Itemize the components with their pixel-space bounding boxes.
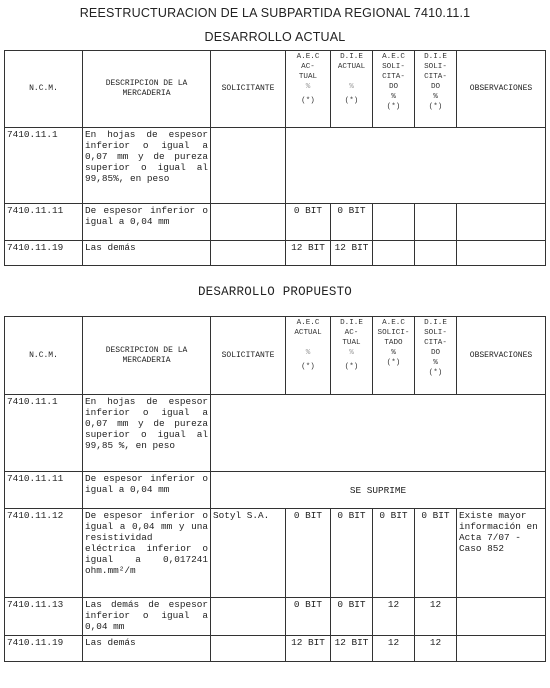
- header-ncm: N.C.M.: [5, 51, 83, 128]
- h-text: TUAL: [298, 73, 318, 81]
- h-text: CITA-: [424, 73, 447, 81]
- aec-solicitado-cell: [373, 204, 415, 241]
- h-text: SOLICI-: [377, 329, 410, 337]
- description-cell: De espesor inferior o igual a 0,04 mm: [83, 204, 211, 241]
- aec-actual-cell: [286, 128, 546, 204]
- die-solicitado-cell: 12: [415, 636, 457, 662]
- die-solicitado-cell: 12: [415, 598, 457, 636]
- description-cell: De espesor inferior o igual a 0,04 mm y una resistividad eléctrica inferior o igual a 0,017241 ohm.mm²/m: [83, 509, 211, 598]
- header-aec-actual: [286, 51, 331, 128]
- h-text: AC-: [301, 63, 315, 71]
- header-observaciones: OBSERVACIONES: [457, 51, 546, 128]
- description-cell: Las demás: [83, 241, 211, 266]
- h-text: A.E.C: [382, 53, 405, 61]
- description-cell: Las demás: [83, 636, 211, 662]
- h-text: (*): [386, 359, 401, 367]
- h-text: TUAL: [342, 339, 361, 347]
- header-solicitante: SOLICITANTE: [211, 51, 286, 128]
- h-text: %: [433, 359, 438, 367]
- header-desc-line2: MERCADERIA: [122, 355, 171, 365]
- header-row: [5, 317, 546, 395]
- h-text: (*): [344, 97, 359, 105]
- ncm-cell: 7410.11.1: [5, 395, 83, 472]
- aec-solicitado-cell: 0 BIT: [373, 509, 415, 598]
- description-cell: En hojas de espesor inferior o igual a 0,07 mm y de pureza superior o igual al 99,85 %, en peso: [83, 395, 211, 472]
- aec-solicitado-cell: [373, 241, 415, 266]
- h-text: %: [391, 349, 396, 357]
- header-aec-actual: [286, 317, 331, 395]
- h-text: (*): [301, 363, 315, 371]
- table-row: [5, 598, 546, 636]
- header-solicitante: SOLICITANTE: [211, 317, 286, 395]
- header-ncm: N.C.M.: [5, 317, 83, 395]
- observaciones-cell: [457, 241, 546, 266]
- h-text: CITA-: [382, 73, 405, 81]
- h-text: (*): [428, 103, 443, 111]
- solicitante-cell: Sotyl S.A.: [211, 509, 286, 598]
- header-die-actual: [331, 317, 373, 395]
- die-actual-cell: 0 BIT: [331, 204, 373, 241]
- table-row: [5, 395, 546, 472]
- die-actual-cell: 0 BIT: [331, 509, 373, 598]
- h-text: D.I.E: [424, 53, 447, 61]
- description-cell: Las demás de espesor inferior o igual a 0,04 mm: [83, 598, 211, 636]
- h-text: SOLI-: [424, 329, 447, 337]
- header-desc-line1: DESCRIPCION DE LA: [105, 79, 188, 88]
- h-text: DO: [430, 83, 441, 91]
- table-row: [5, 636, 546, 662]
- h-text: DO: [388, 83, 399, 91]
- header-desc-line1: DESCRIPCION DE LA: [105, 345, 188, 355]
- die-solicitado-cell: 0 BIT: [415, 509, 457, 598]
- aec-solicitado-cell: 12: [373, 598, 415, 636]
- ncm-cell: 7410.11.11: [5, 204, 83, 241]
- h-text: A.E.C: [296, 319, 320, 327]
- header-die-solicitado: [415, 51, 457, 128]
- table-row: [5, 204, 546, 241]
- section1-title: DESARROLLO ACTUAL: [204, 30, 346, 44]
- description-cell: En hojas de espesor inferior o igual a 0,07 mm y de pureza superior o igual al 99,85%, en peso: [83, 128, 211, 204]
- table-row: [5, 241, 546, 266]
- table-desarrollo-actual: [4, 50, 546, 266]
- observaciones-cell: [457, 636, 546, 662]
- ncm-cell: 7410.11.19: [5, 636, 83, 662]
- ncm-cell: 7410.11.19: [5, 241, 83, 266]
- h-text: ACTUAL: [294, 329, 322, 337]
- h-text: D.I.E: [424, 319, 447, 327]
- description-cell: De espesor inferior o igual a 0,04 mm: [83, 472, 211, 509]
- h-text: (*): [301, 97, 315, 105]
- header-descripcion: [83, 317, 211, 395]
- ncm-cell: 7410.11.13: [5, 598, 83, 636]
- h-text: A.E.C: [382, 319, 405, 327]
- h-text: (*): [344, 363, 359, 371]
- header-observaciones: OBSERVACIONES: [457, 317, 546, 395]
- header-descripcion: [83, 51, 211, 128]
- die-solicitado-cell: [415, 241, 457, 266]
- h-text: %: [305, 83, 311, 91]
- h-text: DO: [430, 349, 441, 357]
- ncm-cell: 7410.11.11: [5, 472, 83, 509]
- aec-actual-cell: 12 BIT: [286, 636, 331, 662]
- table-row: [5, 509, 546, 598]
- table-desarrollo-propuesto: [4, 316, 546, 662]
- h-text: SOLI-: [424, 63, 447, 71]
- die-actual-cell: 12 BIT: [331, 241, 373, 266]
- observaciones-cell: Existe mayor información en Acta 7/07 - Caso 852: [457, 509, 546, 598]
- solicitante-cell: [211, 128, 286, 204]
- aec-actual-cell: 0 BIT: [286, 598, 331, 636]
- observaciones-cell: [457, 204, 546, 241]
- empty-cell: [211, 395, 546, 472]
- table-row: [5, 472, 546, 509]
- h-text: %: [349, 83, 354, 91]
- die-actual-cell: 12 BIT: [331, 636, 373, 662]
- h-text: %: [305, 349, 311, 357]
- aec-actual-cell: 12 BIT: [286, 241, 331, 266]
- solicitante-cell: [211, 241, 286, 266]
- header-die-solicitado: [415, 317, 457, 395]
- header-aec-solicitado: [373, 51, 415, 128]
- ncm-cell: 7410.11.1: [5, 128, 83, 204]
- h-text: (*): [386, 103, 401, 111]
- h-text: %: [433, 93, 438, 101]
- solicitante-cell: [211, 636, 286, 662]
- h-text: A.E.C: [296, 53, 320, 61]
- aec-actual-cell: 0 BIT: [286, 509, 331, 598]
- h-text: SOLI-: [382, 63, 405, 71]
- se-suprime-cell: SE SUPRIME: [211, 472, 546, 509]
- h-text: TADO: [384, 339, 403, 347]
- die-actual-cell: 0 BIT: [331, 598, 373, 636]
- solicitante-cell: [211, 204, 286, 241]
- aec-actual-cell: 0 BIT: [286, 204, 331, 241]
- h-text: (*): [428, 369, 443, 377]
- h-text: ACTUAL: [337, 63, 366, 71]
- ncm-cell: 7410.11.12: [5, 509, 83, 598]
- header-die-actual: [331, 51, 373, 128]
- document-title: REESTRUCTURACION DE LA SUBPARTIDA REGIONAL 7410.11.1: [79, 6, 471, 20]
- h-text: CITA-: [424, 339, 447, 347]
- h-text: %: [391, 93, 396, 101]
- section2-title: DESARROLLO PROPUESTO: [197, 285, 353, 299]
- header-row: [5, 51, 546, 128]
- header-aec-solicitado: [373, 317, 415, 395]
- die-solicitado-cell: [415, 204, 457, 241]
- table-row: [5, 128, 546, 204]
- observaciones-cell: [457, 598, 546, 636]
- h-text: %: [349, 349, 354, 357]
- aec-solicitado-cell: 12: [373, 636, 415, 662]
- h-text: AC-: [344, 329, 359, 337]
- solicitante-cell: [211, 598, 286, 636]
- header-desc-line2: MERCADERIA: [122, 89, 171, 98]
- h-text: D.I.E: [340, 319, 363, 327]
- h-text: D.I.E: [340, 53, 363, 61]
